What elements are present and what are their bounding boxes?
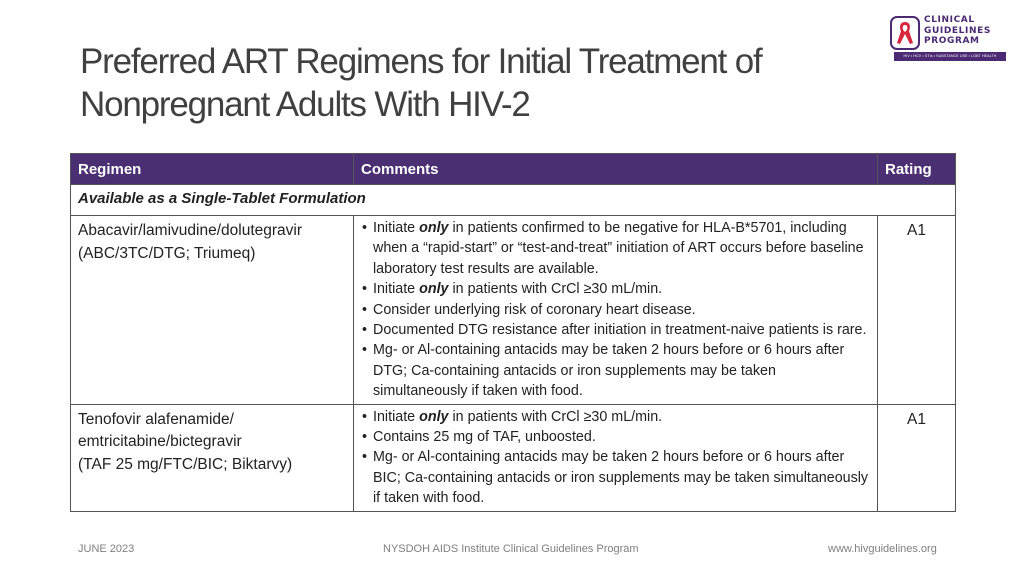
footer-organization: NYSDOH AIDS Institute Clinical Guidelines Program (383, 543, 639, 555)
section-row (71, 185, 956, 216)
header-regimen: Regimen (71, 154, 354, 185)
regimen-name: (ABC/3TC/DTG; Triumeq) (78, 244, 256, 262)
clinical-guidelines-program-logo (890, 14, 1012, 64)
regimen-cell (71, 216, 354, 405)
comments-cell (354, 404, 878, 511)
comment-text: in patients with CrCl ≥30 mL/min. (448, 281, 663, 298)
comment-text: in patients confirmed to be negative for HLA-B*5701, including when a “rapid-start” or “test-and-treat” initiation of ART occurs before baseline laboratory test results are available. (373, 220, 864, 277)
footer-url[interactable]: www.hivguidelines.org (828, 543, 937, 555)
logo-wordmark (924, 15, 991, 47)
comment-item: • Contains 25 mg of TAF, unboosted. (362, 427, 873, 447)
comment-item (362, 407, 873, 427)
comment-item: • Mg- or Al-containing antacids may be taken 2 hours before or 6 hours after DTG; Ca-containing antacids or iron supplements may be taken simultaneously if taken with food. (362, 340, 873, 401)
logo-word-3: PROGRAM (924, 36, 980, 46)
regimens-table (70, 153, 956, 512)
comment-item: • Consider underlying risk of coronary heart disease. (362, 300, 873, 320)
header-rating: Rating (878, 154, 956, 185)
table-row (71, 216, 956, 405)
logo-word-2: GUIDELINES (924, 25, 991, 36)
comment-item (362, 218, 873, 279)
header-comments: Comments (354, 154, 878, 185)
comment-item: • Documented DTG resistance after initiation in treatment-naive patients is rare. (362, 320, 873, 340)
table-row (71, 404, 956, 511)
comments-list (362, 407, 873, 509)
comments-list (362, 218, 873, 402)
section-label: Available as a Single-Tablet Formulation (71, 185, 956, 216)
comment-text: in patients with CrCl ≥30 mL/min. (448, 408, 663, 425)
regimen-name: Tenofovir alafenamide/ (78, 410, 234, 428)
comment-item: • Mg- or Al-containing antacids may be taken 2 hours before or 6 hours after BIC; Ca-containing antacids or iron supplements may be taken simultaneously if taken with food. (362, 447, 873, 508)
slide-title-line-2: Nonpregnant Adults With HIV-2 (80, 85, 530, 124)
slide-title (80, 40, 880, 126)
comment-text: Initiate (373, 281, 420, 298)
comment-text: Initiate (373, 220, 420, 236)
awareness-ribbon-icon (890, 16, 920, 50)
regimen-name: Abacavir/lamivudine/dolutegravir (78, 222, 303, 239)
regimen-name: emtricitabine/bictegravir (78, 433, 242, 451)
comment-emphasis: only (419, 408, 449, 425)
comment-text: Initiate (373, 408, 420, 425)
comment-emphasis: only (419, 220, 449, 236)
slide-title-line-1: Preferred ART Regimens for Initial Treatment of (80, 42, 762, 81)
regimen-cell (71, 404, 354, 511)
rating-cell: A1 (878, 216, 956, 405)
comment-item (362, 279, 873, 299)
comment-emphasis: only (419, 281, 449, 298)
comments-cell (354, 216, 878, 405)
table-header-row (71, 154, 956, 185)
logo-tagline: HIV • HCV • STIs • SUBSTANCE USE • LGBT HEALTH (894, 52, 1006, 61)
rating-cell: A1 (878, 404, 956, 511)
footer-date: JUNE 2023 (78, 543, 135, 555)
regimen-name: (TAF 25 mg/FTC/BIC; Biktarvy) (78, 455, 293, 473)
logo-word-1: CLINICAL (924, 15, 975, 25)
